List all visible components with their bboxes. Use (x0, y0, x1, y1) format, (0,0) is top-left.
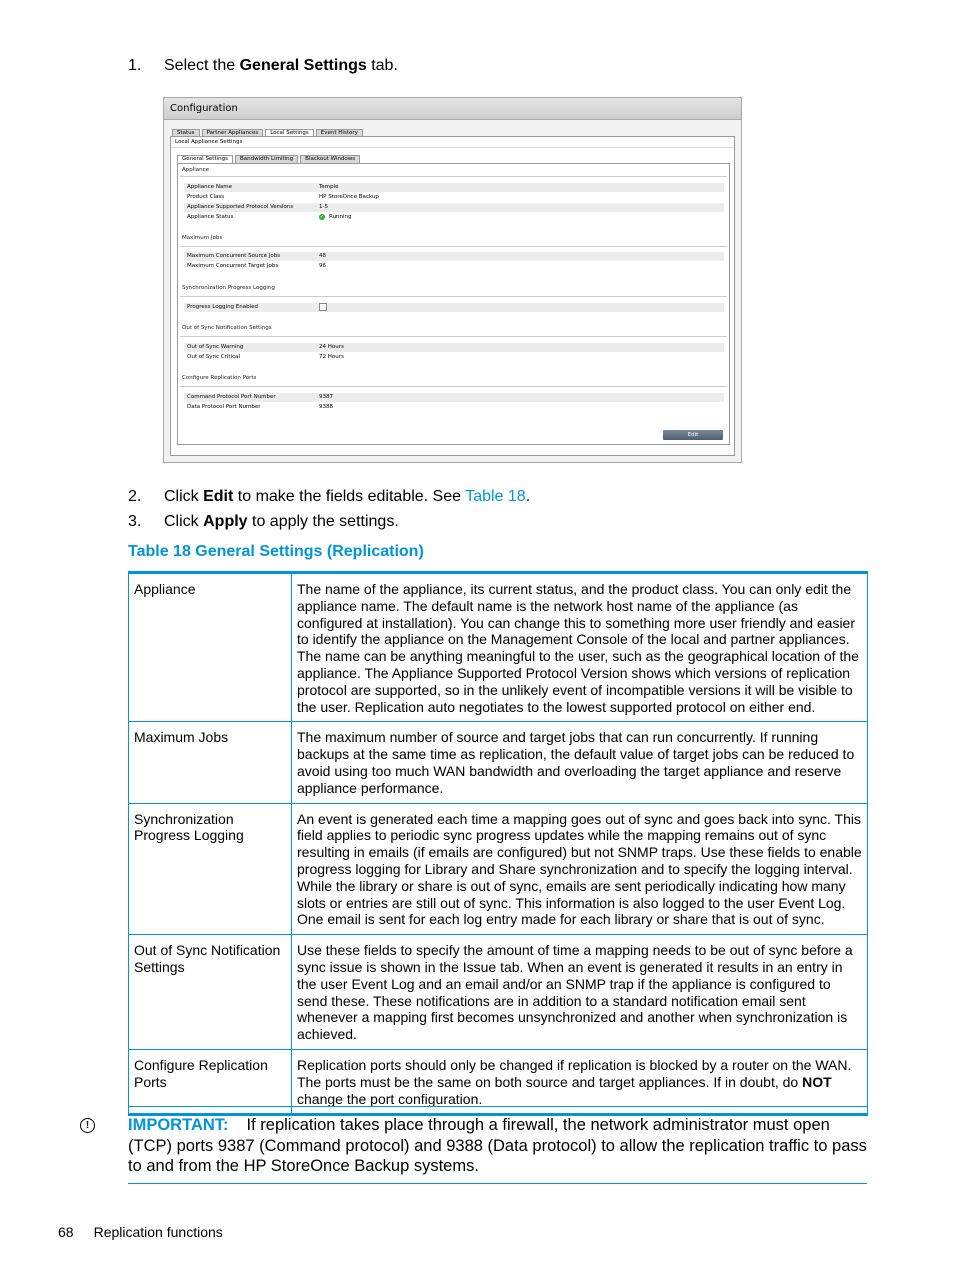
general-settings-panel (177, 163, 730, 445)
tab-event-history[interactable]: Event History (316, 129, 363, 137)
table-caption: Table 18 General Settings (Replication) (128, 543, 424, 560)
configuration-screenshot (163, 97, 742, 463)
local-settings-panel (170, 136, 735, 456)
check-circle-icon: ✓ (319, 213, 325, 220)
field-row: Out of Sync Warning 24 Hours (184, 343, 724, 352)
table-row (129, 722, 868, 803)
divider (180, 386, 727, 387)
section-replication-ports: Configure Replication Ports (182, 375, 257, 381)
field-row: Appliance Status ✓ Running (187, 213, 352, 220)
section-appliance: Appliance (182, 167, 210, 173)
description-cell: The name of the appliance, its current status, and the product class. You can only edit the appliance name. The default name is the network host name of the appliance (as configured at installation). You can change this to something more user friendly and easier to identify the appliance on the Management Console of the local and partner appliances. The name can be anything meaningful to the user, such as the geographical location of the appliance. The Appliance Supported Protocol Version shows which versions of replication protocol are supported, so in the unlikely event of incompatible versions it will be visible to the user. Replication auto negotiates to the lowest supported protocol on either end. (292, 573, 868, 722)
page-footer (58, 1223, 223, 1241)
progress-logging-checkbox[interactable] (319, 303, 327, 311)
important-note (128, 1106, 867, 1184)
panel-title: Local Appliance Settings (171, 137, 734, 148)
section-out-of-sync: Out of Sync Notification Settings (182, 325, 272, 331)
table-row (129, 803, 868, 935)
field-row: Appliance Supported Protocol Versions 1-5 (184, 203, 724, 212)
section-maximum-jobs: Maximum Jobs (182, 235, 223, 241)
tab-local-settings[interactable]: Local Settings (265, 129, 314, 137)
setting-cell: Maximum Jobs (129, 722, 292, 803)
description-cell: Use these fields to specify the amount of time a mapping needs to be out of sync before a sync issue is shown in the Issue tab. When an event is generated it results in an entry in the user Event Log and an email and/or an SNMP trap if the appliance is configured to send these. These notifications are in addition to a standard notification email sent whenever a mapping first becomes unsynchronized and another when synchronization is achieved. (292, 935, 868, 1050)
important-text: If replication takes place through a firewall, the network administrator must open (TCP) ports 9387 (Command protocol) and 9388 (Data protocol) to allow the replication traffic to pass to and from the HP StoreOnce Backup systems. (128, 1116, 867, 1175)
sub-tabs (177, 155, 360, 163)
description-cell: An event is generated each time a mapping goes out of sync and goes back into sync. This field applies to periodic sync progress updates while the mapping remains out of sync resulting in emails (if emails are configured) but not SNMP traps. Use these fields to enable progress logging for Library and Share synchronization and to specify the logging interval. While the library or share is out of sync, emails are sent periodically indicating how many slots or entries are still out of sync. This information is also logged to the user Event Log. One email is sent for each log entry made for each library or share that is out of sync. (292, 803, 868, 935)
tab-status[interactable]: Status (172, 129, 200, 137)
section-name: Replication functions (93, 1224, 223, 1240)
table-18-link[interactable]: Table 18 (465, 488, 526, 505)
section-sync-logging: Synchronization Progress Logging (182, 285, 275, 291)
divider (180, 336, 727, 337)
setting-cell: Synchronization Progress Logging (129, 803, 292, 935)
page-number: 68 (58, 1224, 74, 1240)
field-row: Progress Logging Enabled (184, 303, 724, 312)
setting-cell: Appliance (129, 573, 292, 722)
field-row: Data Protocol Port Number 9388 (187, 404, 333, 410)
field-row: Product Class HP StoreOnce Backup (187, 194, 379, 200)
divider (180, 176, 727, 177)
tab-blackout-windows[interactable]: Blackout Windows (300, 155, 360, 163)
field-row: Appliance Name Temple (184, 183, 724, 192)
setting-cell: Configure Replication Ports (129, 1049, 292, 1114)
table-row (129, 573, 868, 722)
field-row: Maximum Concurrent Source Jobs 48 (184, 252, 724, 261)
field-row: Maximum Concurrent Target Jobs 96 (187, 263, 326, 269)
exclamation-circle-icon: ! (80, 1118, 95, 1133)
tab-partner-appliances[interactable]: Partner Appliances (202, 129, 264, 137)
important-label: IMPORTANT: (128, 1116, 229, 1134)
step-1: 1. Select the General Settings tab. (128, 57, 398, 74)
setting-cell: Out of Sync Notification Settings (129, 935, 292, 1050)
edit-button[interactable]: Edit (663, 430, 723, 440)
table-row (129, 1049, 868, 1114)
tab-bandwidth-limiting[interactable]: Bandwidth Limiting (235, 155, 298, 163)
divider (180, 246, 727, 247)
divider (180, 296, 727, 297)
step-2: 2. Click Edit to make the fields editable. See Table 18. (128, 488, 531, 505)
general-settings-table (128, 571, 868, 1116)
tab-general-settings[interactable]: General Settings (177, 155, 233, 163)
field-row: Command Protocol Port Number 9387 (184, 393, 724, 402)
window-title: Configuration (164, 98, 741, 120)
table-row (129, 935, 868, 1050)
description-cell: The maximum number of source and target jobs that can run concurrently. If running backups at the same time as replication, the default value of target jobs can be reduced to avoid using too much WAN bandwidth and overloading the target appliance and reserve appliance performance. (292, 722, 868, 803)
step-3: 3. Click Apply to apply the settings. (128, 513, 399, 530)
field-row: Out of Sync Critical 72 Hours (187, 354, 344, 360)
description-cell: Replication ports should only be changed if replication is blocked by a router on the WAN. The ports must be the same on both source and target appliances. If in doubt, do NOT change the port configuration. (292, 1049, 868, 1114)
